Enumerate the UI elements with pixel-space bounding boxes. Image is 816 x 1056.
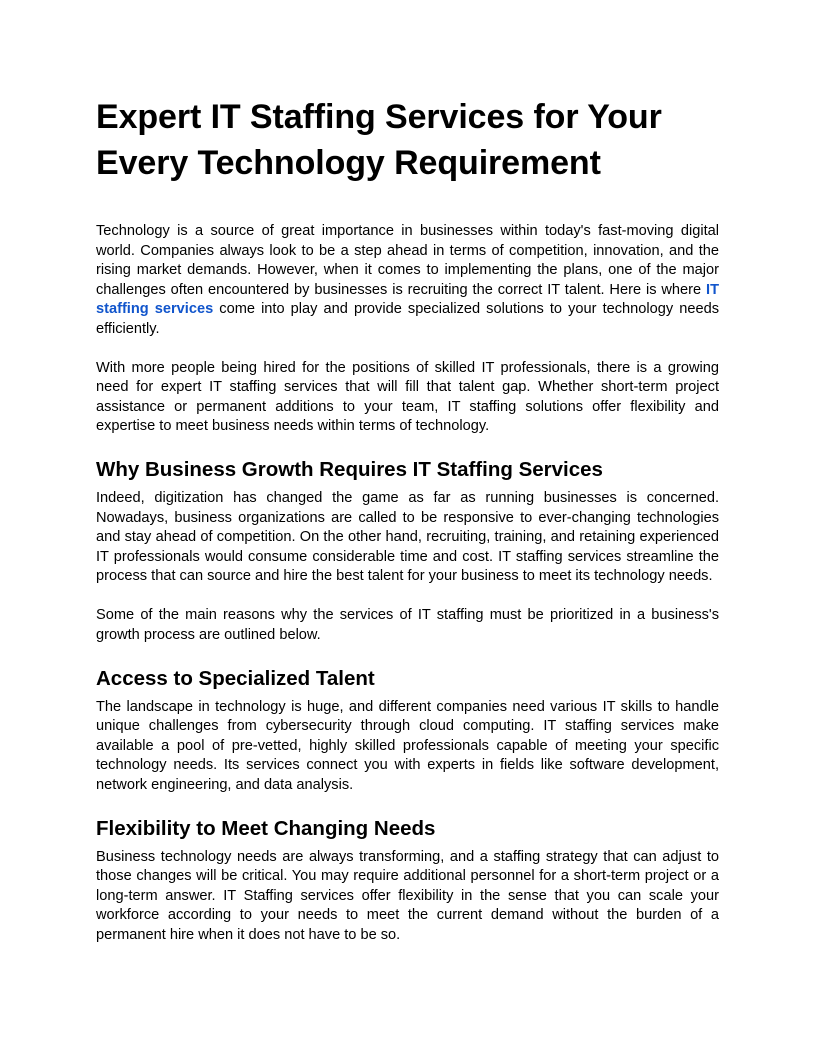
section-heading-flexibility: Flexibility to Meet Changing Needs xyxy=(96,816,436,840)
section-heading-business-growth: Why Business Growth Requires IT Staffing Services xyxy=(96,458,603,481)
intro-text-before-link: Technology is a source of great importance in businesses within today's fast-moving digital world. Companies always look to be a step ahead in terms of competition, innovation, and the rising market demands. However, when it comes to implementing the plans, one of the major challenges often encountered by businesses is recruiting the correct IT talent. Here is where xyxy=(96,223,719,298)
business-growth-paragraph-2: Some of the main reasons why the services of IT staffing must be prioritized in a business's growth process are outlined below. xyxy=(96,607,719,643)
flexibility-paragraph: Business technology needs are always transforming, and a staffing strategy that can adjust to those changes will be critical. You may require additional personnel for a short-term project or a long-term answer. IT Staffing services offer flexibility in the sense that you can scale your workforce according to your needs to meet the current demand without the burden of a permanent hire when it does not have to be so. xyxy=(96,848,719,943)
specialized-talent-paragraph: The landscape in technology is huge, and different companies need various IT skills to handle unique challenges from cybersecurity through cloud computing. IT staffing services make available a pool of pre-vetted, highly skilled professionals capable of meeting your specific technology needs. Its services connect you with experts in fields like software development, network engineering, and data analysis. xyxy=(96,698,719,793)
business-growth-paragraph-1: Indeed, digitization has changed the game as far as running businesses is concerned. Nowadays, business organizations are called to be responsive to ever-changing technologies and stay ahead of competition. On the other hand, recruiting, training, and retaining experienced IT professionals would consume considerable time and cost. IT staffing services streamline the process that can source and hire the best talent for your business to meet its technology needs. xyxy=(96,490,719,584)
intro-paragraph-1 xyxy=(96,222,719,339)
section-heading-specialized-talent: Access to Specialized Talent xyxy=(96,666,375,690)
document-title: Expert IT Staffing Services for Your Every Technology Requirement xyxy=(96,98,662,182)
intro-paragraph-2: With more people being hired for the positions of skilled IT professionals, there is a growing need for expert IT staffing services that will fill that talent gap. Whether short-term project assistance or permanent additions to your team, IT staffing solutions offer flexibility and expertise to meet business needs within terms of technology. xyxy=(96,359,719,434)
it-staffing-services-link[interactable]: IT staffing services xyxy=(96,281,719,317)
document-page xyxy=(96,94,719,945)
intro-text-after-link: come into play and provide specialized solutions to your technology needs efficiently. xyxy=(96,301,720,337)
